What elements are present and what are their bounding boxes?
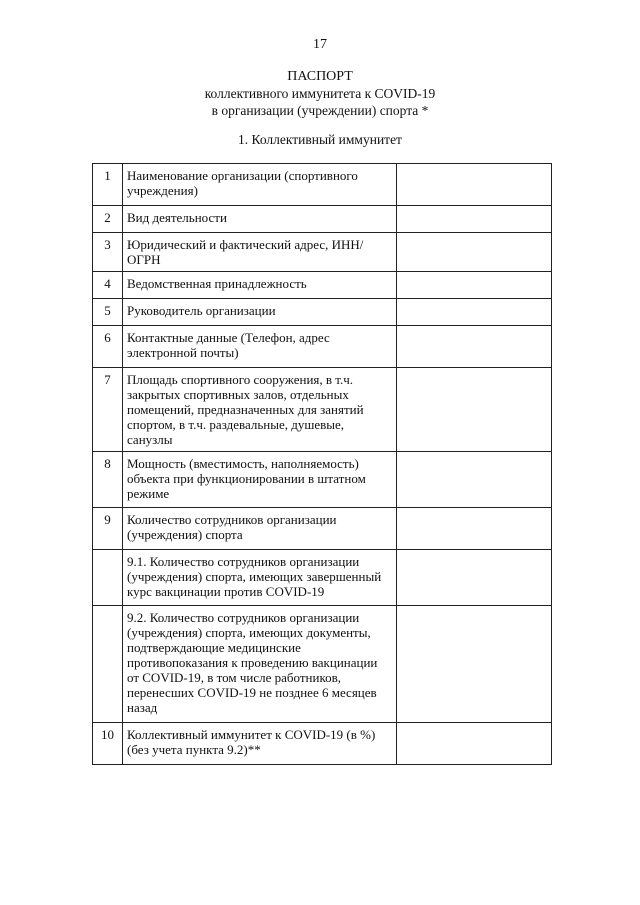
row-value-cell[interactable] (397, 206, 552, 233)
row-number: 3 (93, 233, 123, 272)
table-row (93, 326, 552, 368)
row-value-cell[interactable] (397, 452, 552, 508)
table-row (93, 233, 552, 272)
row-value-cell[interactable] (397, 606, 552, 723)
row-label: 9.2. Количество сотрудников организации (учреждения) спорта, имеющих документы, подтверждающие медицинские противопоказания к проведению вакцинации от COVID-19, в том числе работников, перенесших COVID-19 не позднее 6 месяцев назад (123, 606, 397, 723)
row-number: 6 (93, 326, 123, 368)
row-value-cell[interactable] (397, 272, 552, 299)
section-heading: 1. Коллективный иммунитет (238, 132, 402, 147)
row-number: 1 (93, 164, 123, 206)
row-value-cell[interactable] (397, 233, 552, 272)
row-label: Коллективный иммунитет к COVID-19 (в %) (без учета пункта 9.2)** (123, 723, 397, 765)
row-value-cell[interactable] (397, 326, 552, 368)
row-label: Руководитель организации (123, 299, 397, 326)
row-label: Вид деятельности (123, 206, 397, 233)
row-number (93, 550, 123, 606)
table-row (93, 299, 552, 326)
table-row (93, 723, 552, 765)
document-title (0, 68, 640, 119)
table-row (93, 508, 552, 550)
row-label: Контактные данные (Телефон, адрес электронной почты) (123, 326, 397, 368)
page-number: 17 (313, 37, 327, 52)
row-number: 9 (93, 508, 123, 550)
row-value-cell[interactable] (397, 723, 552, 765)
table-row (93, 206, 552, 233)
row-value-cell[interactable] (397, 508, 552, 550)
row-label: Юридический и фактический адрес, ИНН/ОГРН (123, 233, 397, 272)
row-number: 2 (93, 206, 123, 233)
row-label: 9.1. Количество сотрудников организации (учреждения) спорта, имеющих завершенный курс вакцинации против COVID-19 (123, 550, 397, 606)
row-value-cell[interactable] (397, 550, 552, 606)
row-number: 5 (93, 299, 123, 326)
row-number: 10 (93, 723, 123, 765)
row-value-cell[interactable] (397, 368, 552, 452)
row-value-cell[interactable] (397, 299, 552, 326)
table-row (93, 452, 552, 508)
table-row (93, 550, 552, 606)
table-row (93, 368, 552, 452)
passport-table (92, 163, 552, 765)
row-number: 7 (93, 368, 123, 452)
title-line-3: в организации (учреждении) спорта * (211, 103, 429, 118)
row-value-cell[interactable] (397, 164, 552, 206)
row-number: 8 (93, 452, 123, 508)
title-line-1: ПАСПОРТ (287, 69, 353, 84)
table-row (93, 164, 552, 206)
title-line-2: коллективного иммунитета к COVID-19 (204, 86, 436, 101)
row-number: 4 (93, 272, 123, 299)
row-label: Площадь спортивного сооружения, в т.ч. закрытых спортивных залов, отдельных помещений, предназначенных для занятий спортом, в т.ч. раздевальные, душевые, санузлы (123, 368, 397, 452)
row-label: Количество сотрудников организации (учреждения) спорта (123, 508, 397, 550)
row-number (93, 606, 123, 723)
row-label: Наименование организации (спортивного учреждения) (123, 164, 397, 206)
table-row (93, 606, 552, 723)
row-label: Ведомственная принадлежность (123, 272, 397, 299)
table-row (93, 272, 552, 299)
row-label: Мощность (вместимость, наполняемость) объекта при функционировании в штатном режиме (123, 452, 397, 508)
